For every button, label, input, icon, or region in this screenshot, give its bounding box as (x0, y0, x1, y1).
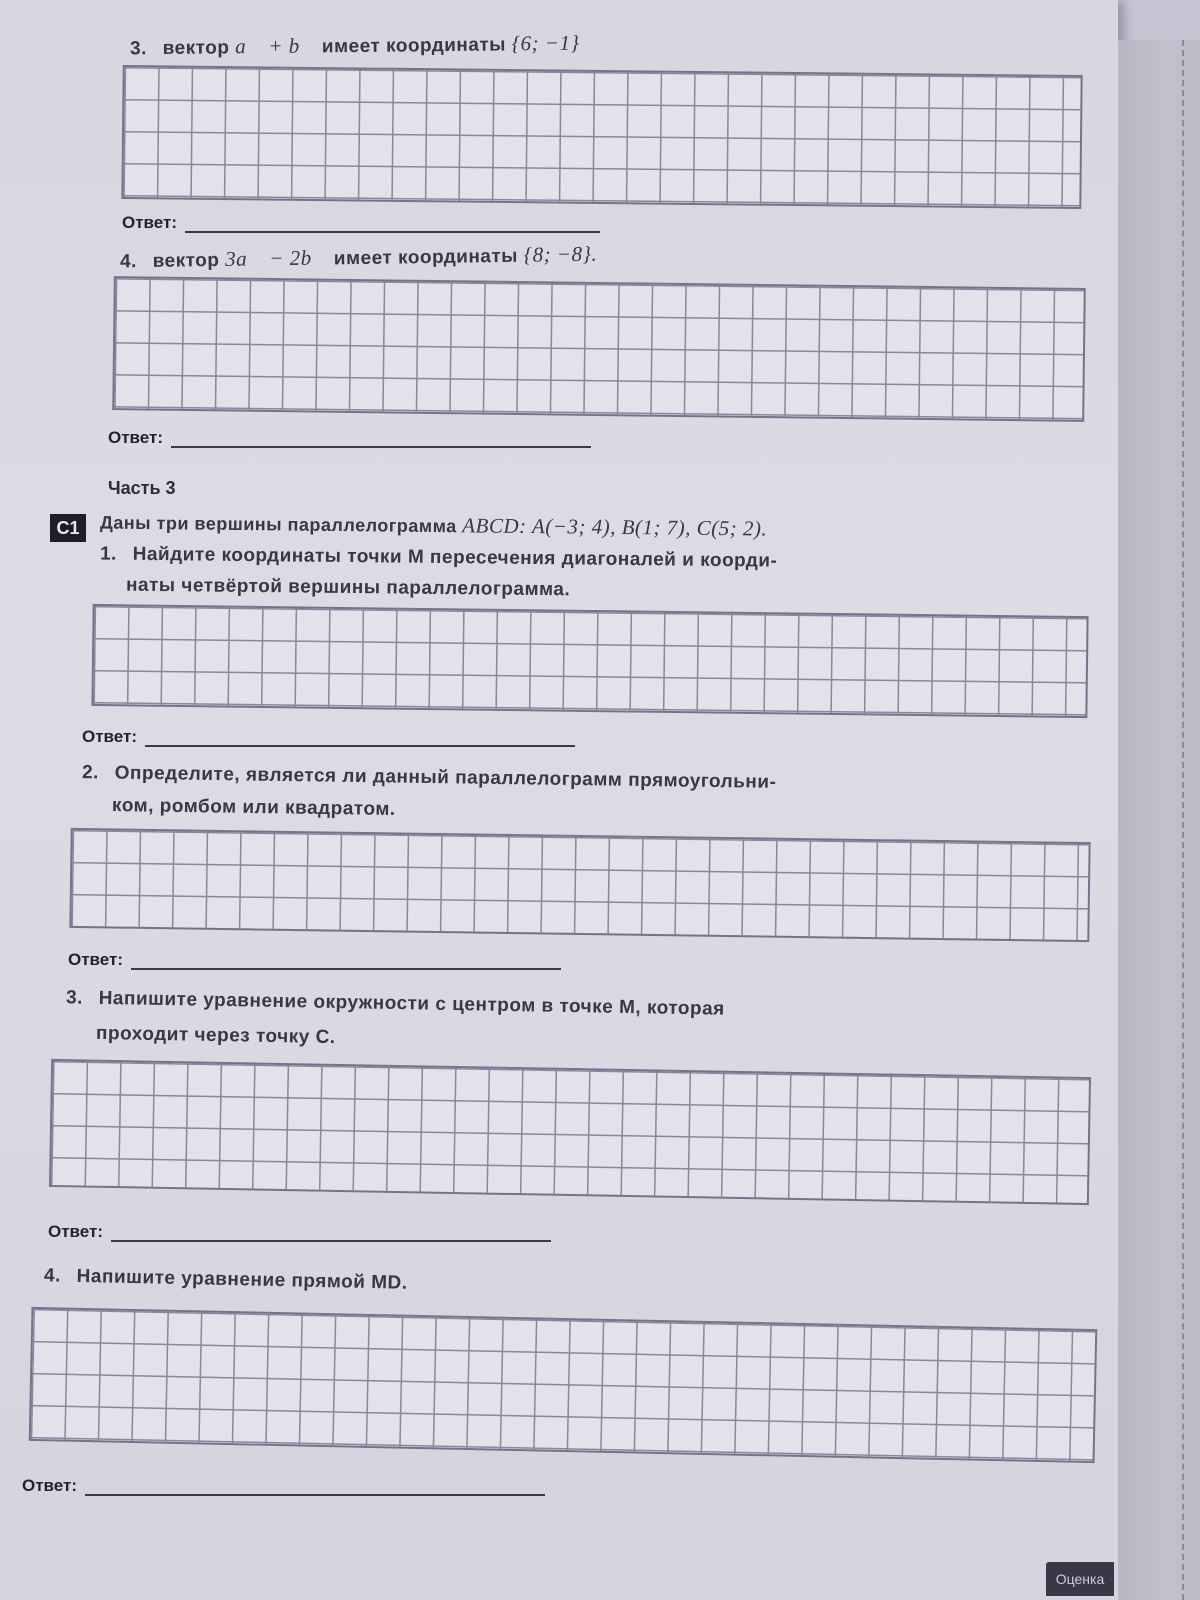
answer-line[interactable] (131, 954, 561, 970)
answer-label: Ответ: (68, 950, 123, 969)
c1-subtask-3 (66, 984, 725, 1022)
statement-text: Даны три вершины параллелограмма (99, 512, 457, 537)
subtask-number: 2. (81, 762, 100, 784)
answer-line[interactable] (185, 217, 600, 233)
vector-expression: a⃗ + b⃗ (235, 33, 317, 59)
answer-label: Ответ: (108, 428, 163, 447)
subtask-line-2: ком, ромбом или квадратом. (111, 795, 396, 820)
task-text-2: имеет координаты (321, 34, 507, 58)
answer-line[interactable] (85, 1480, 545, 1496)
subtask-line-1: Определите, является ли данный параллелограмм прямоугольни- (114, 762, 777, 793)
subtask-number: 4. (43, 1265, 62, 1287)
answer-grid[interactable] (112, 276, 1086, 422)
task-text: вектор (152, 249, 220, 272)
answer-label: Ответ: (122, 213, 177, 232)
c1-subtask-4 (44, 1262, 408, 1297)
vector-coordinates: {8; −8}. (523, 241, 598, 267)
answer-label: Ответ: (82, 727, 137, 746)
part-3-title: Часть 3 (108, 478, 176, 498)
c1-subtask-2-cont (112, 792, 396, 823)
page-edge (1118, 40, 1200, 1600)
answer-label: Ответ: (48, 1222, 103, 1241)
subtask-line-2: проходит через точку C. (95, 1022, 336, 1049)
answer-grid[interactable] (91, 604, 1088, 718)
answer-row (122, 213, 600, 233)
answer-label: Ответ: (22, 1476, 77, 1495)
c1-subtask-1-cont (126, 572, 570, 604)
vector-coordinates: {6; −1} (511, 30, 580, 56)
answer-row (22, 1476, 545, 1496)
task-3-heading (130, 30, 580, 63)
answer-row (82, 727, 575, 747)
c1-badge: C1 (50, 514, 86, 542)
answer-grid[interactable] (121, 65, 1082, 209)
subtask-line-2: наты четвёртой вершины параллелограмма. (125, 574, 571, 601)
subtask-line-1: Найдите координаты точки M пересечения диагоналей и коорди- (132, 543, 778, 572)
answer-grid[interactable] (29, 1307, 1098, 1463)
answer-row (108, 428, 591, 448)
subtask-line-1: Напишите уравнение прямой MD. (76, 1265, 408, 1294)
statement-math: ABCD: A(−3; 4), B(1; 7), C(5; 2). (462, 513, 768, 541)
perforation-line (1182, 40, 1184, 1600)
answer-grid[interactable] (69, 828, 1090, 942)
subtask-number: 3. (65, 987, 84, 1009)
answer-row (48, 1222, 551, 1242)
answer-line[interactable] (171, 432, 591, 448)
c1-subtask-1 (100, 540, 778, 574)
answer-line[interactable] (145, 731, 575, 747)
task-number: 4. (119, 251, 138, 273)
c1-subtask-3-cont (96, 1020, 336, 1051)
task-text: вектор (162, 37, 230, 60)
answer-line[interactable] (111, 1226, 551, 1242)
vector-expression: 3a⃗ − 2b⃗ (225, 245, 329, 271)
subtask-number: 1. (99, 543, 117, 565)
answer-grid[interactable] (49, 1059, 1091, 1205)
grade-badge: Оценка (1046, 1562, 1114, 1596)
task-text-2: имеет координаты (333, 245, 519, 270)
task-number: 3. (129, 38, 147, 60)
subtask-line-1: Напишите уравнение окружности с центром в точке M, которая (98, 987, 725, 1020)
c1-statement (100, 509, 767, 544)
answer-row (68, 950, 561, 970)
c1-subtask-2 (82, 759, 777, 796)
task-4-heading (120, 241, 598, 276)
